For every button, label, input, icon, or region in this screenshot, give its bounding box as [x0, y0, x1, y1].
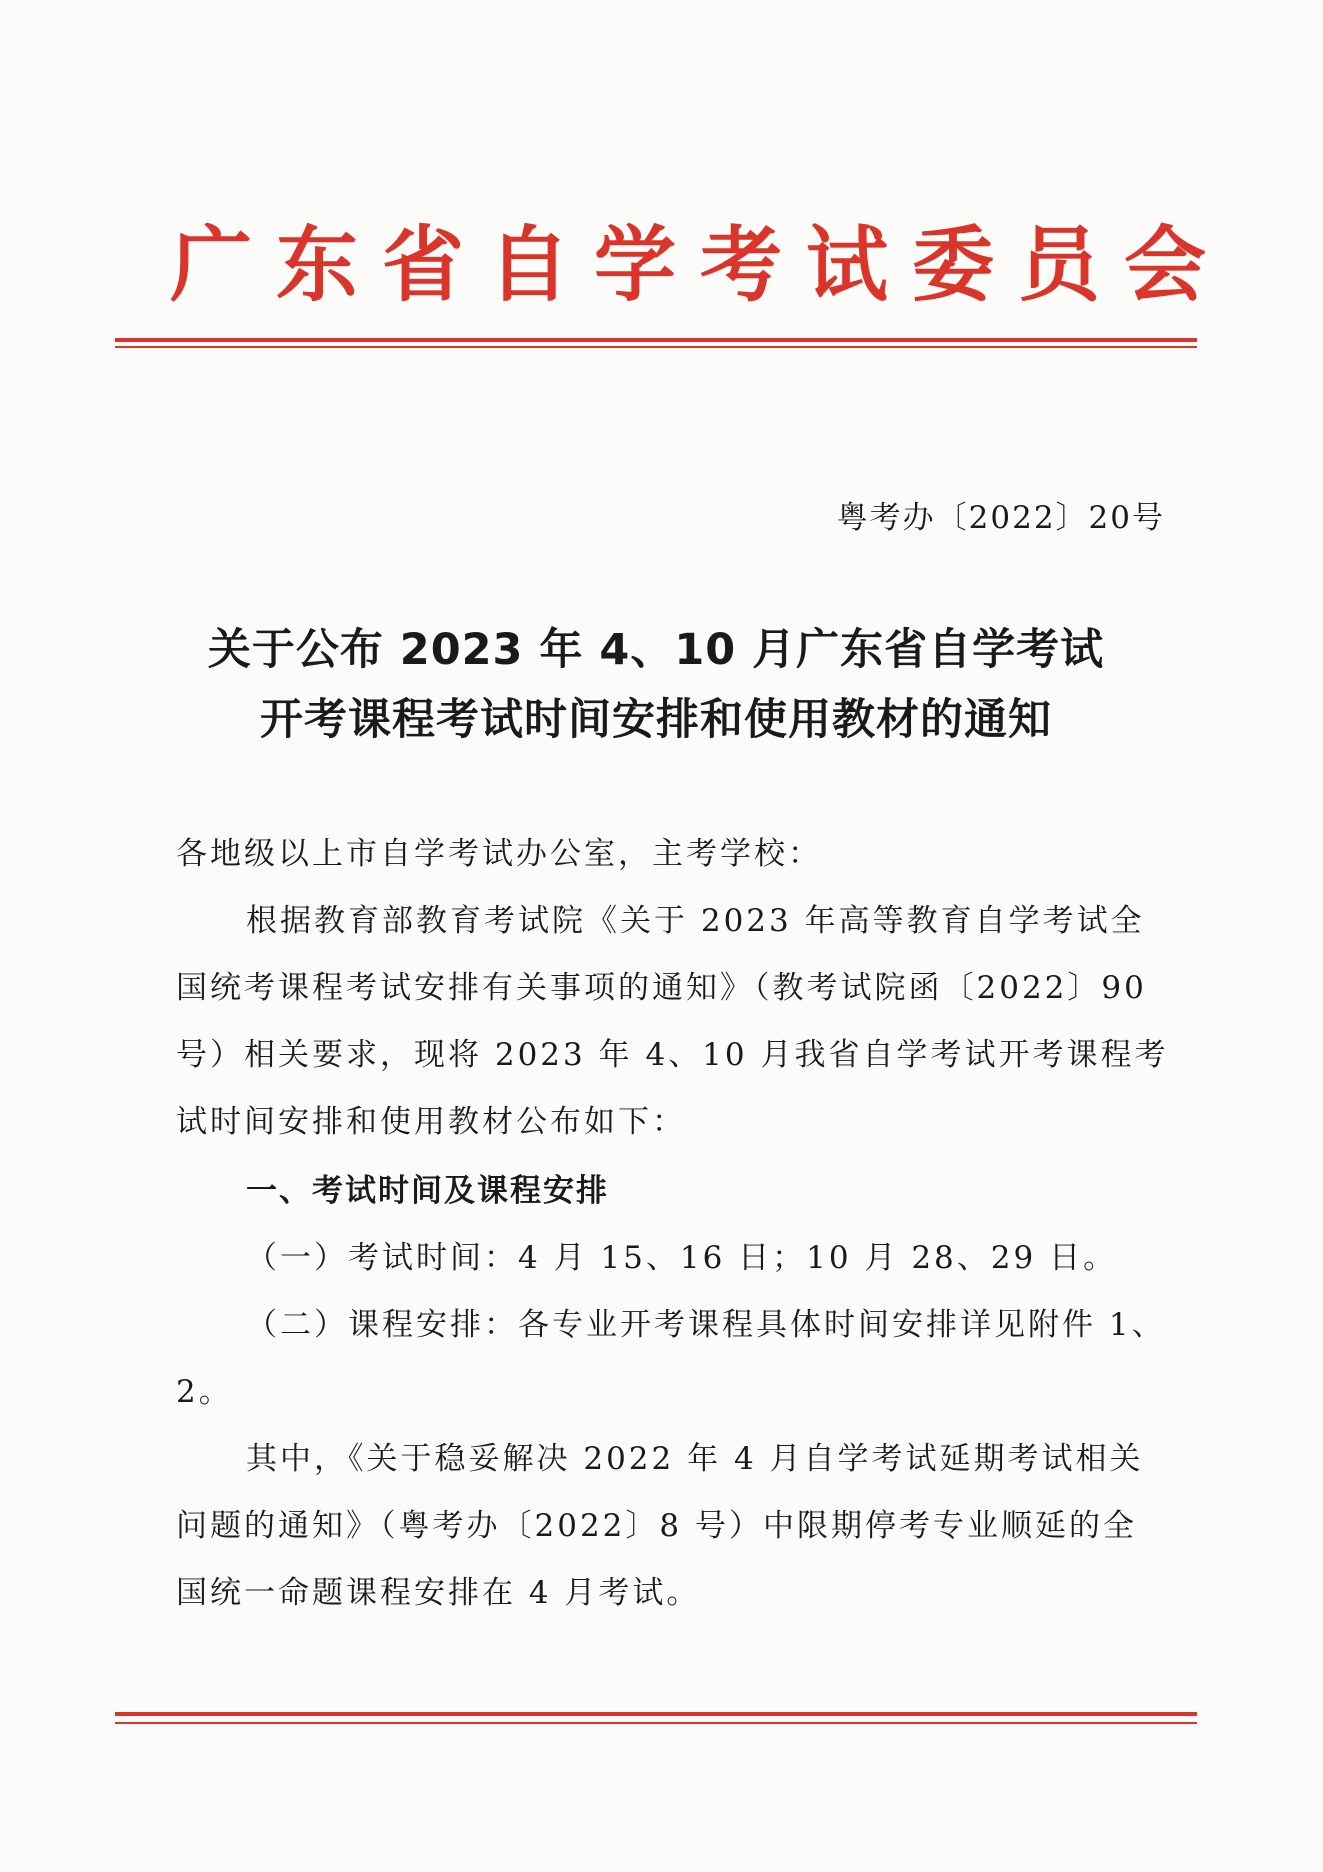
document-title-line-1: 关于公布 2023 年 4、10 月广东省自学考试	[207, 625, 1105, 675]
footer-rule-top	[115, 1712, 1197, 1716]
section-1-item-2-line-1: （二）课程安排：各专业开考课程具体时间安排详见附件 1、	[246, 1307, 1166, 1343]
letterhead-org-name: 广东省自学考试委员会	[170, 217, 1231, 313]
paragraph-1-line-2: 国统考课程考试安排有关事项的通知》（教考试院函〔2022〕90	[176, 970, 1147, 1006]
section-1-heading: 一、考试时间及课程安排	[246, 1173, 609, 1209]
footer-rule-bottom	[115, 1722, 1197, 1724]
paragraph-1-line-3: 号）相关要求，现将 2023 年 4、10 月我省自学考试开考课程考	[176, 1037, 1169, 1073]
letterhead-rule-top-thin	[115, 346, 1197, 348]
paragraph-1-line-4: 试时间安排和使用教材公布如下：	[176, 1104, 686, 1140]
salutation: 各地级以上市自学考试办公室，主考学校：	[176, 836, 822, 872]
section-1-item-1: （一）考试时间：4 月 15、16 日；10 月 28、29 日。	[246, 1240, 1118, 1276]
letterhead-rule-top	[115, 338, 1197, 342]
document-title-line-2: 开考课程考试时间安排和使用教材的通知	[260, 695, 1052, 745]
paragraph-2-line-1: 其中，《关于稳妥解决 2022 年 4 月自学考试延期考试相关	[246, 1441, 1144, 1477]
document-number: 粤考办〔2022〕20号	[836, 500, 1165, 536]
paragraph-2-line-3: 国统一命题课程安排在 4 月考试。	[176, 1575, 701, 1611]
section-1-item-2-line-2: 2。	[176, 1374, 233, 1410]
paragraph-1-line-1: 根据教育部教育考试院《关于 2023 年高等教育自学考试全	[246, 903, 1145, 939]
paragraph-2-line-2: 问题的通知》（粤考办〔2022〕8 号）中限期停考专业顺延的全	[176, 1508, 1137, 1544]
